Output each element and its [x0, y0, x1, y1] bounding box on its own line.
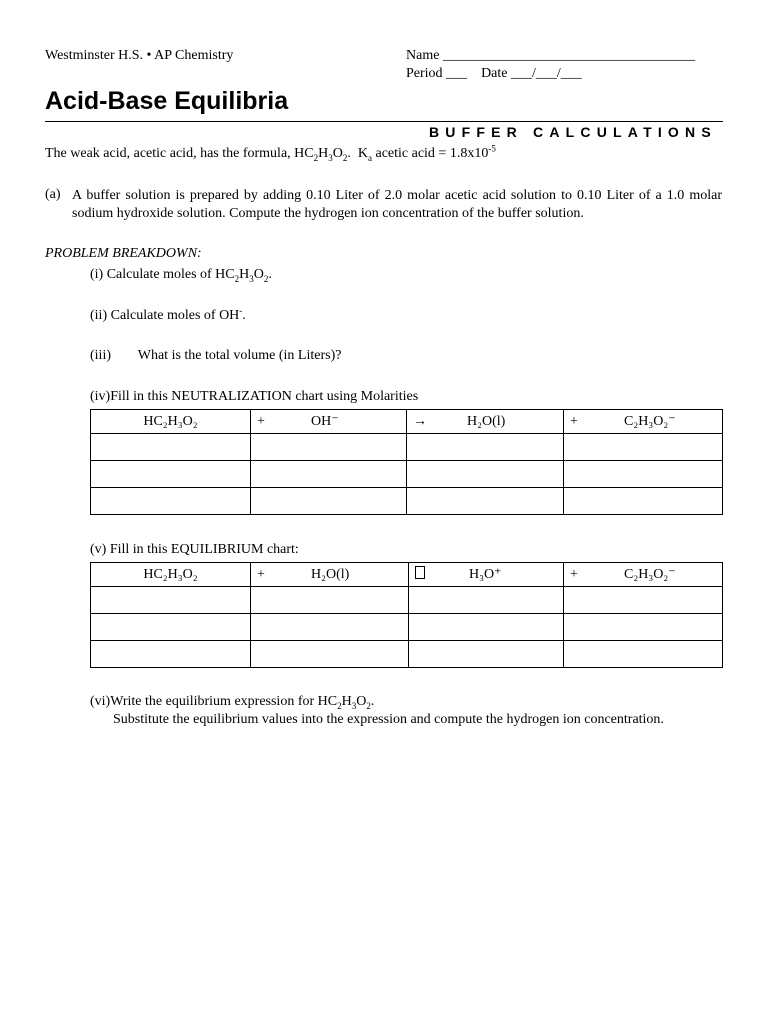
equilibrium-col-water: + H₂O(l) [251, 563, 409, 587]
table-row [91, 614, 723, 641]
blank-cell[interactable] [407, 488, 564, 515]
ka-value: acetic acid = 1.8x10 [371, 146, 489, 161]
step-iii-label: (iii) [90, 348, 111, 363]
title-divider [45, 121, 723, 122]
question-a-text: A buffer solution is prepared by adding 0.10 Liter of 2.0 molar acetic acid solution to 0.10 Liter of a 1.0 molar sodium hydroxide solution. Compute the hydrogen ion concentration of the buffer solution. [72, 188, 722, 221]
step-vi: (vi)Write the equilibrium expression for $HC_2H_3O_2$. [90, 694, 375, 711]
blank-cell[interactable] [251, 614, 409, 641]
intro-text-start: The weak acid, acetic acid, has the formula, HC [45, 146, 314, 161]
intro-text: The weak acid, acetic acid, has the formula, $HC_2H_3O_2$. $K_a$ acetic acid = $1.8x10^{-5}$ [45, 143, 496, 163]
blank-cell[interactable] [564, 434, 723, 461]
neutralization-col-acetate: + C₂H₃O₂⁻ [564, 410, 723, 434]
equilibrium-chart [90, 562, 723, 668]
period-field[interactable]: Period ___ [406, 66, 468, 81]
step-ii: (ii) Calculate moles of OH-. [90, 305, 246, 323]
ka-exponent: -5 [488, 143, 496, 154]
neutralization-col-water: → H₂O(l) [407, 410, 564, 434]
section-title: BUFFER CALCULATIONS [429, 124, 717, 140]
blank-cell[interactable] [407, 461, 564, 488]
blank-cell[interactable] [91, 488, 251, 515]
ka-symbol: $K_a$ [357, 146, 372, 163]
table-row [91, 434, 723, 461]
blank-cell[interactable] [91, 434, 251, 461]
equilibrium-col-acetate: + C₂H₃O₂⁻ [564, 563, 723, 587]
neutralization-header-row [91, 410, 723, 434]
equilibrium-arrow-icon [415, 566, 425, 579]
page-title: Acid-Base Equilibria [45, 87, 289, 115]
neutralization-col-hydroxide: + OH⁻ [251, 410, 407, 434]
blank-cell[interactable] [91, 461, 251, 488]
blank-cell[interactable] [409, 587, 564, 614]
blank-cell[interactable] [251, 434, 407, 461]
step-iv: (iv)Fill in this NEUTRALIZATION chart using Molarities [90, 389, 419, 404]
step-iii-text: What is the total volume (in Liters)? [137, 348, 342, 363]
table-row [91, 488, 723, 515]
breakdown-title: PROBLEM BREAKDOWN: [45, 246, 202, 261]
reaction-arrow-icon: → [413, 413, 427, 429]
name-field[interactable] [406, 48, 695, 64]
school-course-header: Westminster H.S. • AP Chemistry [45, 48, 234, 63]
step-iii [90, 348, 341, 364]
date-field[interactable]: Date ___/___/___ [481, 66, 582, 81]
name-line: ____________________________________ [442, 48, 695, 63]
blank-cell[interactable] [91, 641, 251, 668]
blank-cell[interactable] [564, 614, 723, 641]
step-vi-substitute: Substitute the equilibrium values into the expression and compute the hydrogen ion concentration. [113, 712, 664, 727]
blank-cell[interactable] [251, 587, 409, 614]
blank-cell[interactable] [409, 641, 564, 668]
equilibrium-col-acid: HC₂H₃O₂ [91, 563, 251, 587]
equilibrium-col-hydronium: H₃O⁺ [409, 563, 564, 587]
blank-cell[interactable] [251, 461, 407, 488]
blank-cell[interactable] [251, 488, 407, 515]
neutralization-col-acid: HC₂H₃O₂ [91, 410, 251, 434]
table-row [91, 461, 723, 488]
blank-cell[interactable] [564, 488, 723, 515]
equilibrium-header-row [91, 563, 723, 587]
blank-cell[interactable] [251, 641, 409, 668]
question-a-label: (a) [45, 187, 61, 202]
blank-cell[interactable] [91, 614, 251, 641]
blank-cell[interactable] [564, 461, 723, 488]
blank-cell[interactable] [91, 587, 251, 614]
blank-cell[interactable] [407, 434, 564, 461]
period-date-fields[interactable] [406, 66, 582, 82]
step-i: (i) Calculate moles of $HC_2H_3O_2$. [90, 267, 272, 284]
neutralization-chart [90, 409, 723, 515]
step-v: (v) Fill in this EQUILIBRIUM chart: [90, 542, 299, 557]
blank-cell[interactable] [564, 587, 723, 614]
table-row [91, 587, 723, 614]
name-label: Name [406, 48, 440, 63]
blank-cell[interactable] [564, 641, 723, 668]
blank-cell[interactable] [409, 614, 564, 641]
table-row [91, 641, 723, 668]
